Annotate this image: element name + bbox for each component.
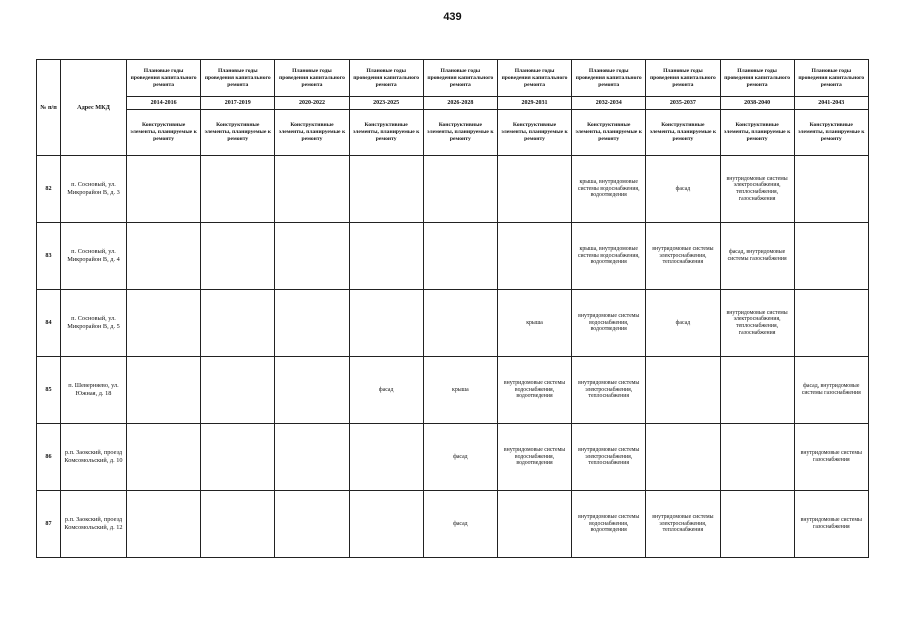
repair-elements-cell: крыша, внутридомовые системы водоснабжения, водоотведения — [572, 156, 646, 223]
repair-elements-cell — [201, 424, 275, 491]
row-number: 84 — [37, 290, 61, 357]
elements-header: Конструктивные элементы, планируемые к ремонту — [720, 110, 794, 156]
building-address: п. Шеверняево, ул. Южная, д. 18 — [61, 357, 127, 424]
table-body — [37, 156, 869, 558]
repair-elements-cell — [201, 156, 275, 223]
plan-years-header: Плановые годы проведения капитального ремонта — [349, 60, 423, 97]
building-address: п. Сосновый, ул. Микрорайон В, д. 4 — [61, 223, 127, 290]
plan-years-header: Плановые годы проведения капитального ремонта — [275, 60, 349, 97]
period-header: 2023-2025 — [349, 97, 423, 110]
repair-elements-cell — [127, 290, 201, 357]
repair-schedule-table — [36, 59, 869, 558]
elements-header: Конструктивные элементы, планируемые к ремонту — [423, 110, 497, 156]
elements-header: Конструктивные элементы, планируемые к ремонту — [275, 110, 349, 156]
building-address: п. Сосновый, ул. Микрорайон В, д. 5 — [61, 290, 127, 357]
repair-elements-cell — [201, 491, 275, 558]
repair-elements-cell — [646, 424, 720, 491]
plan-years-header: Плановые годы проведения капитального ремонта — [794, 60, 868, 97]
repair-elements-cell — [497, 223, 571, 290]
building-address: р.п. Заокский, проезд Комсомольский, д. 12 — [61, 491, 127, 558]
period-header: 2026-2028 — [423, 97, 497, 110]
address-column-header: Адрес МКД — [61, 60, 127, 156]
repair-elements-cell — [423, 223, 497, 290]
repair-elements-cell: крыша — [497, 290, 571, 357]
repair-elements-cell — [201, 223, 275, 290]
repair-elements-cell: фасад, внутридомовые системы газоснабжения — [794, 357, 868, 424]
repair-elements-cell — [349, 491, 423, 558]
plan-years-header: Плановые годы проведения капитального ремонта — [423, 60, 497, 97]
period-header: 2017-2019 — [201, 97, 275, 110]
elements-header: Конструктивные элементы, планируемые к ремонту — [201, 110, 275, 156]
repair-elements-cell — [720, 357, 794, 424]
repair-elements-cell — [127, 357, 201, 424]
repair-elements-cell: внутридомовые системы электроснабжения, теплоснабжения — [646, 223, 720, 290]
repair-elements-cell: внутридомовые системы электроснабжения, теплоснабжения — [572, 424, 646, 491]
repair-elements-cell: внутридомовые системы электроснабжения, теплоснабжения, газоснабжения — [720, 156, 794, 223]
num-column-header: № п/п — [37, 60, 61, 156]
table-row — [37, 156, 869, 223]
repair-elements-cell — [794, 290, 868, 357]
plan-years-header: Плановые годы проведения капитального ремонта — [497, 60, 571, 97]
elements-header: Конструктивные элементы, планируемые к ремонту — [349, 110, 423, 156]
period-header: 2041-2043 — [794, 97, 868, 110]
repair-elements-cell: крыша, внутридомовые системы водоснабжения, водоотведения — [572, 223, 646, 290]
repair-elements-cell — [794, 156, 868, 223]
repair-elements-cell — [349, 223, 423, 290]
row-number: 82 — [37, 156, 61, 223]
repair-elements-cell — [794, 223, 868, 290]
elements-header: Конструктивные элементы, планируемые к ремонту — [572, 110, 646, 156]
repair-elements-cell — [349, 424, 423, 491]
repair-elements-cell: внутридомовые системы водоснабжения, водоотведения — [572, 290, 646, 357]
period-header: 2020-2022 — [275, 97, 349, 110]
table-header — [37, 60, 869, 156]
repair-elements-cell — [275, 223, 349, 290]
repair-elements-cell — [720, 424, 794, 491]
repair-elements-cell — [127, 424, 201, 491]
repair-elements-cell: крыша — [423, 357, 497, 424]
repair-elements-cell — [349, 156, 423, 223]
repair-elements-cell — [349, 290, 423, 357]
repair-elements-cell: фасад — [349, 357, 423, 424]
repair-elements-cell: фасад — [646, 290, 720, 357]
repair-elements-cell — [275, 491, 349, 558]
row-number: 83 — [37, 223, 61, 290]
row-number: 86 — [37, 424, 61, 491]
repair-elements-cell: фасад — [646, 156, 720, 223]
repair-elements-cell — [497, 156, 571, 223]
repair-elements-cell — [275, 424, 349, 491]
repair-elements-cell: внутридомовые системы электроснабжения, теплоснабжения — [572, 357, 646, 424]
repair-elements-cell: внутридомовые системы газоснабжения — [794, 491, 868, 558]
repair-elements-cell: фасад — [423, 424, 497, 491]
period-header: 2029-2031 — [497, 97, 571, 110]
table-row — [37, 424, 869, 491]
repair-elements-cell — [201, 290, 275, 357]
repair-elements-cell — [127, 156, 201, 223]
period-header: 2038-2040 — [720, 97, 794, 110]
repair-elements-cell — [201, 357, 275, 424]
table-row — [37, 357, 869, 424]
repair-elements-cell — [497, 491, 571, 558]
repair-elements-cell: внутридомовые системы водоснабжения, водоотведения — [497, 357, 571, 424]
elements-header: Конструктивные элементы, планируемые к ремонту — [794, 110, 868, 156]
building-address: п. Сосновый, ул. Микрорайон В, д. 3 — [61, 156, 127, 223]
plan-years-header: Плановые годы проведения капитального ремонта — [127, 60, 201, 97]
period-header: 2032-2034 — [572, 97, 646, 110]
repair-elements-cell: внутридомовые системы электроснабжения, теплоснабжения, газоснабжения — [720, 290, 794, 357]
repair-elements-cell: внутридомовые системы газоснабжения — [794, 424, 868, 491]
repair-elements-cell — [275, 156, 349, 223]
plan-years-header: Плановые годы проведения капитального ремонта — [646, 60, 720, 97]
repair-elements-cell — [720, 491, 794, 558]
page-number: 439 — [443, 11, 462, 23]
repair-elements-cell: внутридомовые системы электроснабжения, теплоснабжения — [646, 491, 720, 558]
period-header: 2014-2016 — [127, 97, 201, 110]
repair-elements-cell — [127, 223, 201, 290]
table-row — [37, 491, 869, 558]
repair-elements-cell — [275, 357, 349, 424]
table-row — [37, 290, 869, 357]
repair-elements-cell — [127, 491, 201, 558]
elements-header: Конструктивные элементы, планируемые к ремонту — [646, 110, 720, 156]
repair-elements-cell — [275, 290, 349, 357]
repair-elements-cell: фасад — [423, 491, 497, 558]
table-row — [37, 223, 869, 290]
repair-elements-cell — [646, 357, 720, 424]
repair-elements-cell — [423, 290, 497, 357]
row-number: 85 — [37, 357, 61, 424]
row-number: 87 — [37, 491, 61, 558]
repair-elements-cell: внутридомовые системы водоснабжения, водоотведения — [497, 424, 571, 491]
period-header: 2035-2037 — [646, 97, 720, 110]
elements-header: Конструктивные элементы, планируемые к ремонту — [127, 110, 201, 156]
elements-header: Конструктивные элементы, планируемые к ремонту — [497, 110, 571, 156]
repair-elements-cell — [423, 156, 497, 223]
building-address: р.п. Заокский, проезд Комсомольский, д. 10 — [61, 424, 127, 491]
repair-elements-cell: внутридомовые системы водоснабжения, водоотведения — [572, 491, 646, 558]
plan-years-header: Плановые годы проведения капитального ремонта — [720, 60, 794, 97]
plan-years-header: Плановые годы проведения капитального ремонта — [201, 60, 275, 97]
repair-elements-cell: фасад, внутридомовые системы газоснабжения — [720, 223, 794, 290]
plan-years-header: Плановые годы проведения капитального ремонта — [572, 60, 646, 97]
